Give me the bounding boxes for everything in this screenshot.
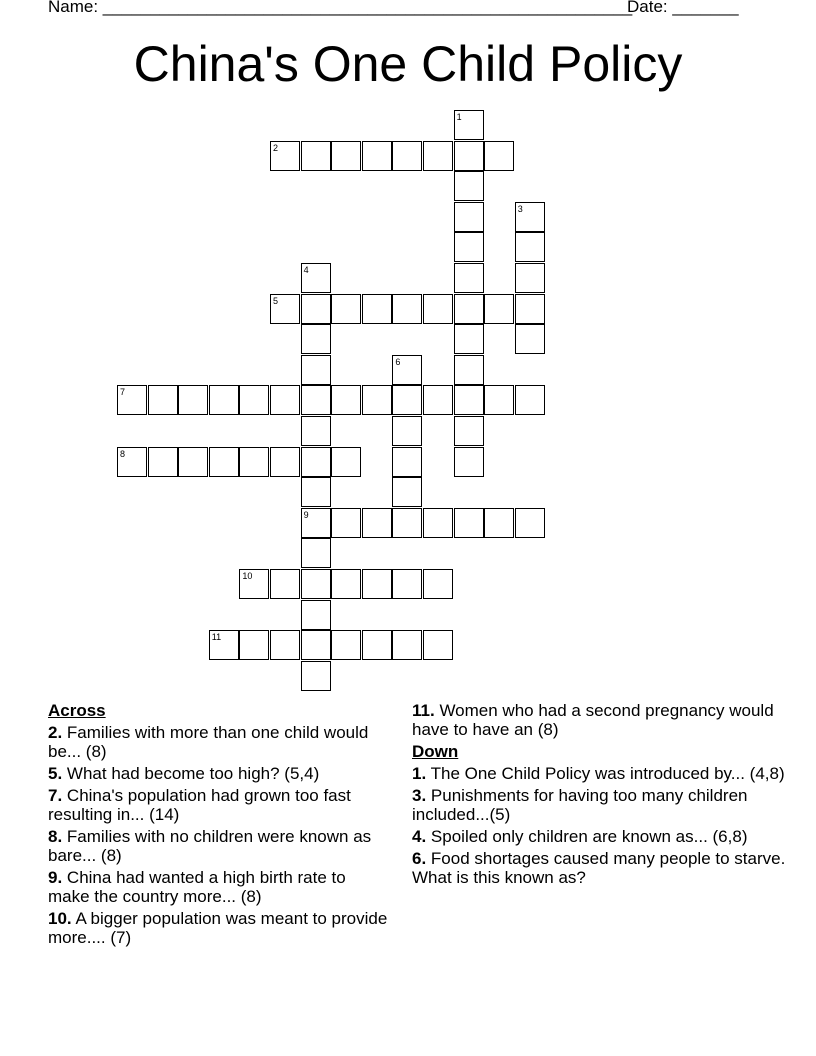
clue-across-5 xyxy=(48,764,388,783)
crossword-cell[interactable] xyxy=(209,630,239,660)
cell-number: 9 xyxy=(303,509,309,520)
crossword-cell[interactable] xyxy=(454,324,484,354)
crossword-cell[interactable] xyxy=(301,508,331,538)
crossword-cell[interactable] xyxy=(270,141,300,171)
crossword-cell[interactable] xyxy=(270,630,300,660)
crossword-cell[interactable] xyxy=(362,569,392,599)
crossword-cell[interactable] xyxy=(454,202,484,232)
crossword-cell[interactable] xyxy=(454,263,484,293)
crossword-cell[interactable] xyxy=(454,416,484,446)
clue-number: 2. xyxy=(48,723,63,742)
crossword-cell[interactable] xyxy=(454,447,484,477)
cell-number: 4 xyxy=(303,265,309,275)
clue-across-2 xyxy=(48,723,388,761)
crossword-cell[interactable] xyxy=(423,569,453,599)
clue-down-1 xyxy=(412,764,792,783)
crossword-cell[interactable] xyxy=(423,385,453,415)
crossword-cell[interactable] xyxy=(301,141,331,171)
clue-text: Families with more than one child would be... (8) xyxy=(48,723,369,761)
crossword-cell[interactable] xyxy=(515,385,545,415)
crossword-cell[interactable] xyxy=(331,569,361,599)
crossword-cell[interactable] xyxy=(301,263,331,293)
clue-text: China had wanted a high birth rate to make the country more... (8) xyxy=(48,868,346,906)
crossword-cell[interactable] xyxy=(454,385,484,415)
crossword-cell[interactable] xyxy=(301,569,331,599)
crossword-cell[interactable] xyxy=(484,385,514,415)
crossword-cell[interactable] xyxy=(331,141,361,171)
crossword-cell[interactable] xyxy=(515,294,545,324)
clue-number: 11. xyxy=(412,701,435,720)
crossword-cell[interactable] xyxy=(117,385,147,415)
crossword-cell[interactable] xyxy=(331,508,361,538)
clue-across-7 xyxy=(48,786,388,824)
crossword-cell[interactable] xyxy=(148,385,178,415)
crossword-cell[interactable] xyxy=(270,294,300,324)
crossword-cell[interactable] xyxy=(423,508,453,538)
cell-number: 7 xyxy=(120,387,126,398)
crossword-cell[interactable] xyxy=(362,294,392,324)
crossword-cell[interactable] xyxy=(454,508,484,538)
clues-right-column xyxy=(412,701,792,890)
crossword-cell[interactable] xyxy=(270,569,300,599)
cell-number: 5 xyxy=(273,295,279,306)
crossword-cell[interactable] xyxy=(392,447,422,477)
crossword-cell[interactable] xyxy=(484,294,514,324)
cell-number: 2 xyxy=(273,142,279,153)
clue-text: China's population had grown too fast resulting in... (14) xyxy=(48,786,351,824)
crossword-cell[interactable] xyxy=(331,385,361,415)
clue-number: 4. xyxy=(412,827,427,846)
crossword-cell[interactable] xyxy=(301,447,331,477)
crossword-cell[interactable] xyxy=(484,508,514,538)
clue-across-9 xyxy=(48,868,388,906)
crossword-cell[interactable] xyxy=(239,385,269,415)
clue-text: Women who had a second pregnancy would have to have an (8) xyxy=(412,701,774,739)
crossword-cell[interactable] xyxy=(239,447,269,477)
crossword-cell[interactable] xyxy=(392,630,422,660)
crossword-cell[interactable] xyxy=(392,477,422,507)
crossword-cell[interactable] xyxy=(331,294,361,324)
clue-across-8 xyxy=(48,827,388,865)
cell-number: 3 xyxy=(517,203,523,214)
crossword-cell[interactable] xyxy=(178,385,208,415)
crossword-cell[interactable] xyxy=(178,447,208,477)
crossword-cell[interactable] xyxy=(362,630,392,660)
crossword-cell[interactable] xyxy=(392,355,422,385)
cell-number: 8 xyxy=(120,448,126,459)
crossword-cell[interactable] xyxy=(209,447,239,477)
clue-number: 5. xyxy=(48,764,63,783)
crossword-cell[interactable] xyxy=(301,477,331,507)
crossword-cell[interactable] xyxy=(484,141,514,171)
clue-down-3 xyxy=(412,786,792,824)
cell-number: 11 xyxy=(211,632,222,643)
clue-number: 7. xyxy=(48,786,63,805)
crossword-cell[interactable] xyxy=(301,600,331,630)
crossword-cell[interactable] xyxy=(239,569,269,599)
crossword-cell[interactable] xyxy=(392,416,422,446)
crossword-cell[interactable] xyxy=(454,141,484,171)
clue-down-6 xyxy=(412,849,792,887)
crossword-cell[interactable] xyxy=(117,447,147,477)
crossword-cell[interactable] xyxy=(454,355,484,385)
crossword-cell[interactable] xyxy=(515,508,545,538)
crossword-cell[interactable] xyxy=(331,630,361,660)
crossword-cell[interactable] xyxy=(515,232,545,262)
crossword-cell[interactable] xyxy=(331,447,361,477)
crossword-cell[interactable] xyxy=(423,294,453,324)
crossword-cell[interactable] xyxy=(239,630,269,660)
crossword-cell[interactable] xyxy=(301,355,331,385)
crossword-cell[interactable] xyxy=(392,294,422,324)
crossword-cell[interactable] xyxy=(301,324,331,354)
crossword-cell[interactable] xyxy=(454,294,484,324)
clue-text: The One Child Policy was introduced by... (4,8) xyxy=(430,764,785,783)
crossword-cell[interactable] xyxy=(270,385,300,415)
across-heading: Across xyxy=(48,701,106,720)
crossword-cell[interactable] xyxy=(301,538,331,568)
crossword-cell[interactable] xyxy=(392,385,422,415)
crossword-cell[interactable] xyxy=(392,141,422,171)
crossword-cell[interactable] xyxy=(301,661,331,691)
clue-text: Families with no children were known as bare... (8) xyxy=(48,827,372,865)
crossword-cell[interactable] xyxy=(454,232,484,262)
crossword-cell[interactable] xyxy=(362,508,392,538)
clue-number: 6. xyxy=(412,849,427,868)
clue-number: 10. xyxy=(48,909,72,928)
clue-text: Punishments for having too many children included...(5) xyxy=(412,786,748,824)
crossword-cell[interactable] xyxy=(362,141,392,171)
clue-number: 8. xyxy=(48,827,63,846)
crossword-cell[interactable] xyxy=(301,630,331,660)
crossword-cell[interactable] xyxy=(301,385,331,415)
clue-number: 1. xyxy=(412,764,427,783)
cell-number: 10 xyxy=(242,571,253,581)
crossword-cell[interactable] xyxy=(515,202,545,232)
down-heading: Down xyxy=(412,742,459,761)
crossword-cell[interactable] xyxy=(515,324,545,354)
crossword-cell[interactable] xyxy=(392,508,422,538)
date-field-label: Date: _______ xyxy=(627,0,739,16)
name-field-label: Name: ________________________________________________________ xyxy=(48,0,633,16)
crossword-cell[interactable] xyxy=(392,569,422,599)
crossword-cell[interactable] xyxy=(515,263,545,293)
clue-number: 3. xyxy=(412,786,427,805)
cell-number: 1 xyxy=(456,112,462,122)
clue-across-10 xyxy=(48,909,388,947)
cell-number: 6 xyxy=(395,356,401,367)
crossword-cell[interactable] xyxy=(301,416,331,446)
crossword-cell[interactable] xyxy=(270,447,300,477)
clue-number: 9. xyxy=(48,868,63,887)
crossword-cell[interactable] xyxy=(454,171,484,201)
clue-down-4 xyxy=(412,827,792,846)
clue-text: A bigger population was meant to provide more.... (7) xyxy=(48,909,388,947)
puzzle-title: China's One Child Policy xyxy=(133,36,683,92)
clue-text: Food shortages caused many people to starve. What is this known as? xyxy=(412,849,786,887)
crossword-cell[interactable] xyxy=(454,110,484,140)
crossword-cell[interactable] xyxy=(362,385,392,415)
clue-text: Spoiled only children are known as... (6,8) xyxy=(430,827,748,846)
crossword-cell[interactable] xyxy=(301,294,331,324)
clue-text: What had become too high? (5,4) xyxy=(66,764,320,783)
clue-across-11 xyxy=(412,701,792,739)
crossword-cell[interactable] xyxy=(209,385,239,415)
crossword-cell[interactable] xyxy=(423,141,453,171)
crossword-cell[interactable] xyxy=(423,630,453,660)
crossword-cell[interactable] xyxy=(148,447,178,477)
clues-left-column xyxy=(48,701,388,950)
